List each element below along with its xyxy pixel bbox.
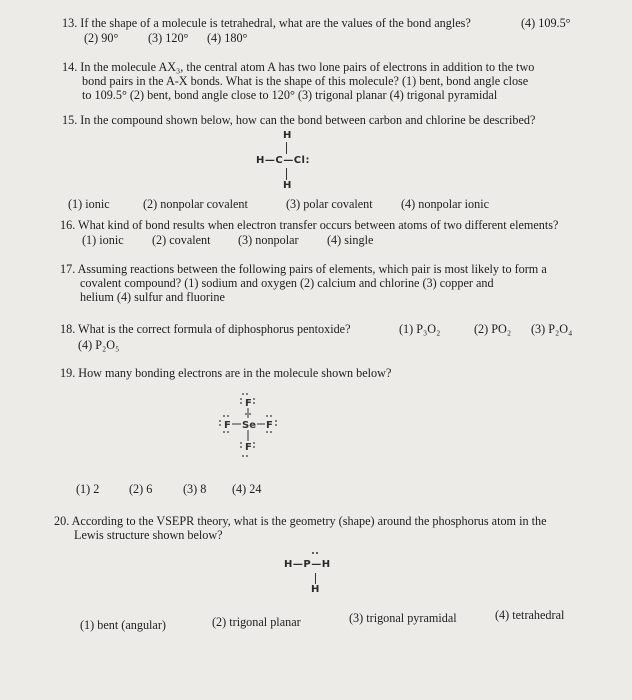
question-17 bbox=[60, 262, 547, 304]
question-16-option-4: (4) single bbox=[327, 233, 374, 247]
question-14-line-1: 14. In the molecule AX₃, the central atom A has two lone pairs of electrons in addition to the two bbox=[62, 60, 535, 74]
question-20-option-3: (3) trigonal pyramidal bbox=[349, 611, 457, 625]
question-18-text: 18. What is the correct formula of diphosphorus pentoxide? bbox=[60, 322, 351, 336]
question-16-text: 16. What kind of bond results when electron transfer occurs between atoms of two different elements? bbox=[60, 218, 559, 232]
atom-f-bottom: F bbox=[245, 442, 252, 453]
atom-f-top: F bbox=[245, 398, 252, 409]
structure-h-bottom: H bbox=[283, 180, 292, 191]
question-18-option-3: (3) P₂O₄ bbox=[531, 322, 573, 336]
question-20-option-1: (1) bent (angular) bbox=[80, 618, 166, 632]
question-15 bbox=[62, 113, 535, 127]
question-16-option-2: (2) covalent bbox=[152, 233, 211, 247]
question-16-option-3: (3) nonpolar bbox=[238, 233, 299, 247]
structure-h-top: H bbox=[283, 130, 292, 141]
question-19-option-4: (4) 24 bbox=[232, 482, 262, 496]
question-16-option-1: (1) ionic bbox=[82, 233, 124, 247]
structure-middle-row: H—C—Cl: bbox=[256, 155, 310, 166]
question-18-option-2: (2) PO₂ bbox=[474, 322, 512, 336]
structure-middle-row: H—P—H bbox=[284, 559, 331, 570]
bond-line-bottom bbox=[286, 168, 287, 180]
question-13-option-2: (2) 90° bbox=[84, 31, 119, 45]
question-18-option-1: (1) P₃O₂ bbox=[399, 322, 441, 336]
question-18-option-4: (4) P₂O₅ bbox=[78, 338, 120, 352]
ph3-lewis-structure bbox=[284, 552, 354, 602]
bond-line-top bbox=[286, 142, 287, 154]
question-17-line-3: helium (4) sulfur and fluorine bbox=[80, 290, 225, 304]
question-19-option-3: (3) 8 bbox=[183, 482, 207, 496]
question-15-option-3: (3) polar covalent bbox=[286, 197, 373, 211]
lone-pair-dot-2 bbox=[316, 552, 318, 554]
atom-se-center: Se bbox=[242, 420, 256, 431]
atom-f-left: F bbox=[224, 420, 231, 431]
question-20-option-4: (4) tetrahedral bbox=[495, 608, 565, 622]
question-18 bbox=[60, 322, 351, 336]
question-13 bbox=[62, 16, 471, 30]
question-20-line-2: Lewis structure shown below? bbox=[74, 528, 223, 542]
question-17-line-1: 17. Assuming reactions between the following pairs of elements, which pair is most likely to form a bbox=[60, 262, 547, 276]
question-20-line-1: 20. According to the VSEPR theory, what is the geometry (shape) around the phosphorus atom in the bbox=[54, 514, 547, 528]
question-15-option-4: (4) nonpolar ionic bbox=[401, 197, 489, 211]
question-14 bbox=[62, 60, 534, 102]
question-13-text: 13. If the shape of a molecule is tetrahedral, what are the values of the bond angles? bbox=[62, 16, 471, 30]
question-15-option-2: (2) nonpolar covalent bbox=[143, 197, 248, 211]
question-13-option-4: (4) 109.5° bbox=[521, 16, 571, 30]
lone-pair-dot-1 bbox=[312, 552, 314, 554]
lewis-atoms bbox=[224, 398, 273, 453]
sef4-lewis-structure bbox=[210, 388, 290, 468]
bond-line-bottom bbox=[315, 573, 316, 584]
question-15-option-1: (1) ionic bbox=[68, 197, 110, 211]
question-13-option-4b: (4) 180° bbox=[207, 31, 248, 45]
question-16 bbox=[60, 218, 558, 232]
question-20-option-2: (2) trigonal planar bbox=[212, 615, 301, 629]
chloromethane-structure bbox=[250, 130, 330, 192]
question-15-text: 15. In the compound shown below, how can the bond between carbon and chlorine be described? bbox=[62, 113, 536, 127]
question-19-text: 19. How many bonding electrons are in the molecule shown below? bbox=[60, 366, 392, 380]
question-19-option-1: (1) 2 bbox=[76, 482, 100, 496]
question-14-line-3: to 109.5° (2) bent, bond angle close to 120° (3) trigonal planar (4) trigonal pyramidal bbox=[82, 88, 498, 102]
question-17-line-2: covalent compound? (1) sodium and oxygen (2) calcium and chlorine (3) copper and bbox=[80, 276, 494, 290]
question-19-option-2: (2) 6 bbox=[129, 482, 153, 496]
question-13-option-3: (3) 120° bbox=[148, 31, 189, 45]
atom-f-right: F bbox=[266, 420, 273, 431]
question-20 bbox=[54, 514, 547, 542]
structure-h-bottom: H bbox=[311, 584, 320, 595]
question-14-line-2: bond pairs in the A-X bonds. What is the shape of this molecule? (1) bent, bond angle close bbox=[82, 74, 529, 88]
question-19 bbox=[60, 366, 391, 380]
